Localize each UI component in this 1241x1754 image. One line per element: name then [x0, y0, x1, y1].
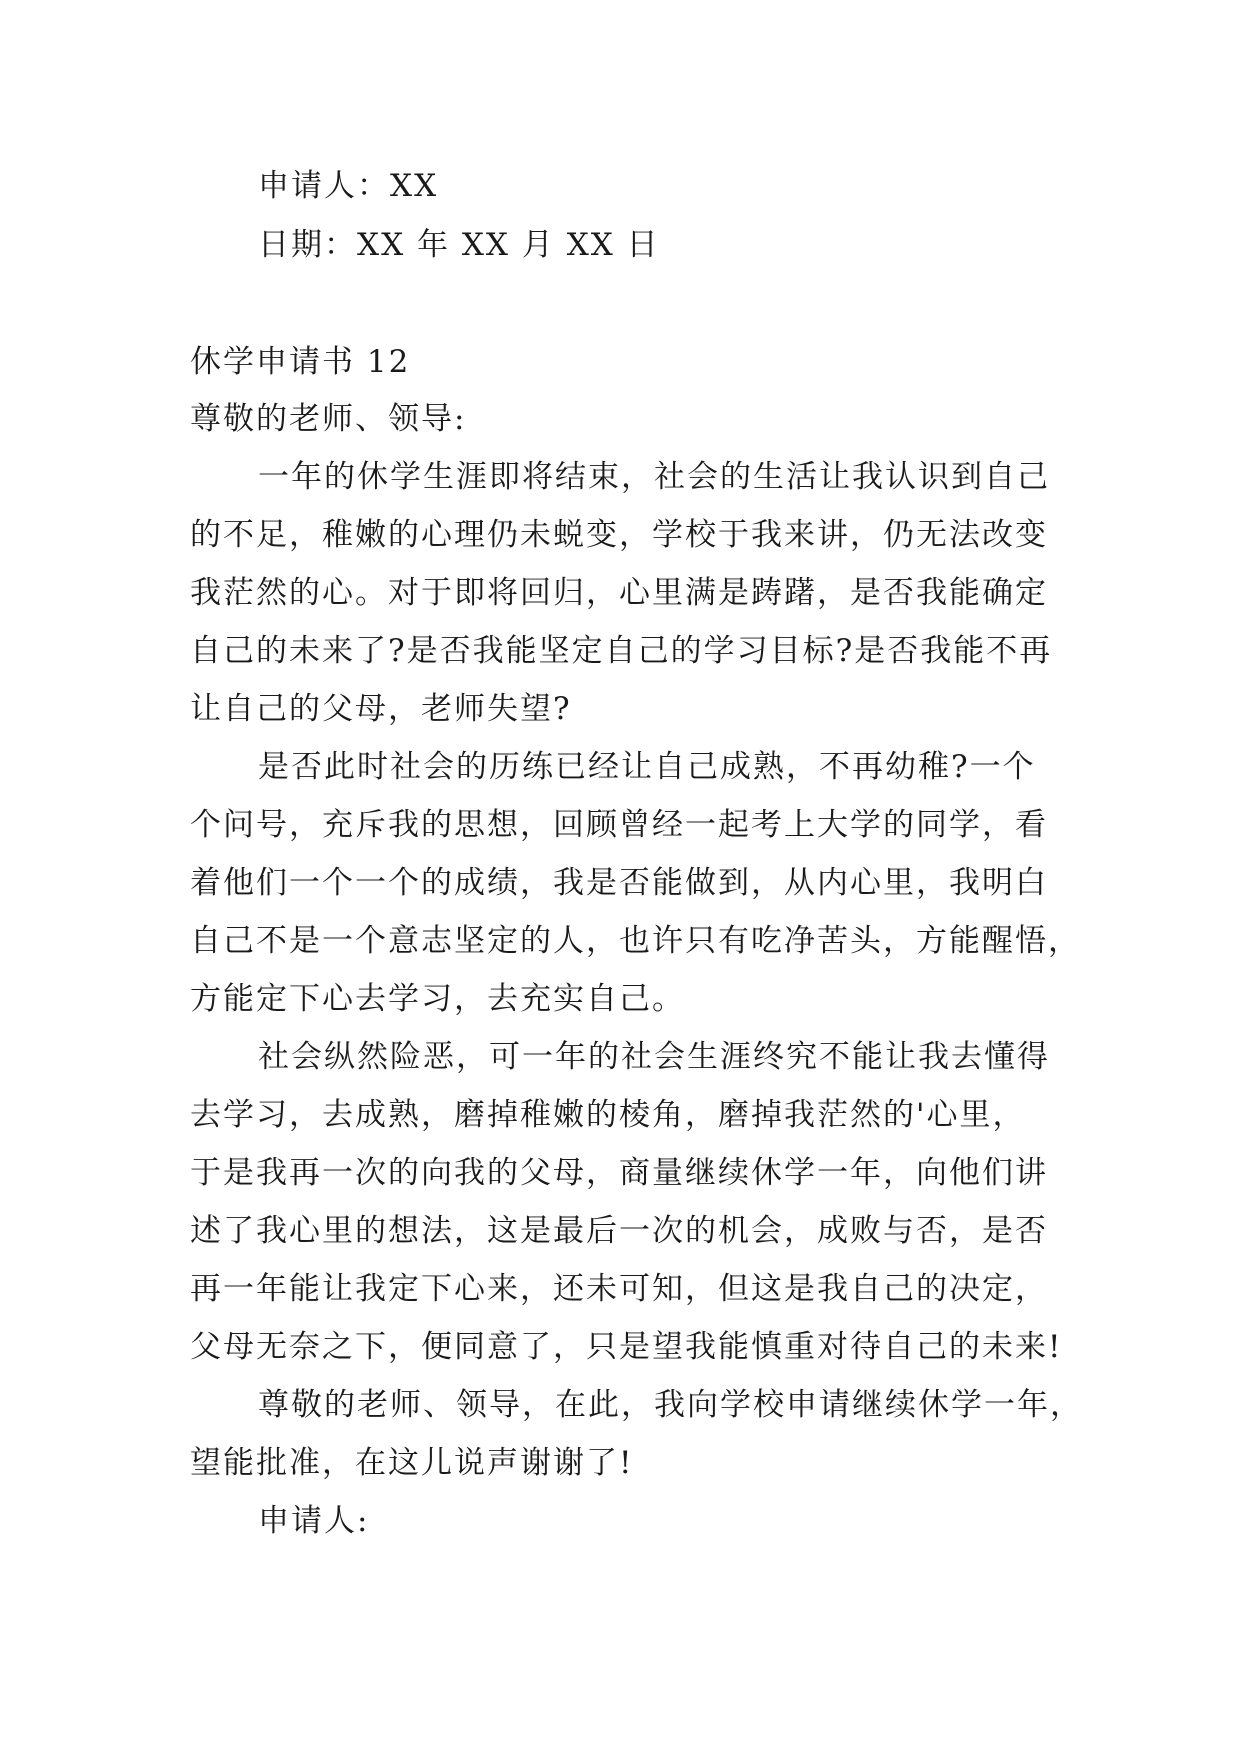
- applicant-line-top: 申请人：XX: [258, 168, 439, 204]
- body-line: 着他们一个一个的成绩，我是否能做到，从内心里，我明白: [190, 865, 1048, 901]
- body-line: 尊敬的老师、领导，在此，我向学校申请继续休学一年，: [258, 1387, 1083, 1423]
- body-line: 的不足，稚嫩的心理仍未蜕变，学校于我来讲，仍无法改变: [190, 517, 1048, 553]
- body-line: 让自己的父母，老师失望?: [190, 691, 572, 727]
- body-line: 自己的未来了?是否我能坚定自己的学习目标?是否我能不再: [190, 633, 1053, 669]
- body-line: 于是我再一次的向我的父母，商量继续休学一年，向他们讲: [190, 1155, 1048, 1191]
- body-line: 父母无奈之下，便同意了，只是望我能慎重对待自己的未来!: [190, 1329, 1063, 1365]
- body-line: 我茫然的心。对于即将回归，心里满是踌躇，是否我能确定: [190, 575, 1048, 611]
- letter-title: 休学申请书 12: [190, 344, 411, 380]
- body-line: 自己不是一个意志坚定的人，也许只有吃净苦头，方能醒悟，: [190, 923, 1081, 959]
- body-line: 个问号，充斥我的思想，回顾曾经一起考上大学的同学，看: [190, 807, 1048, 843]
- body-line: 一年的休学生涯即将结束，社会的生活让我认识到自己: [258, 459, 1050, 495]
- body-line: 述了我心里的想法，这是最后一次的机会，成败与否，是否: [190, 1213, 1048, 1249]
- closing-applicant: 申请人:: [258, 1503, 370, 1539]
- date-line: 日期：XX 年 XX 月 XX 日: [258, 227, 660, 263]
- body-line: 望能批准，在这儿说声谢谢了!: [190, 1445, 634, 1481]
- body-line: 去学习，去成熟，磨掉稚嫩的棱角，磨掉我茫然的'心里，: [190, 1097, 1026, 1133]
- body-line: 是否此时社会的历练已经让自己成熟，不再幼稚?一个: [258, 749, 1036, 785]
- body-line: 方能定下心去学习，去充实自己。: [190, 981, 685, 1017]
- body-line: 社会纵然险恶，可一年的社会生涯终究不能让我去懂得: [258, 1039, 1050, 1075]
- salutation: 尊敬的老师、领导:: [190, 401, 467, 437]
- body-line: 再一年能让我定下心来，还未可知，但这是我自己的决定，: [190, 1271, 1048, 1307]
